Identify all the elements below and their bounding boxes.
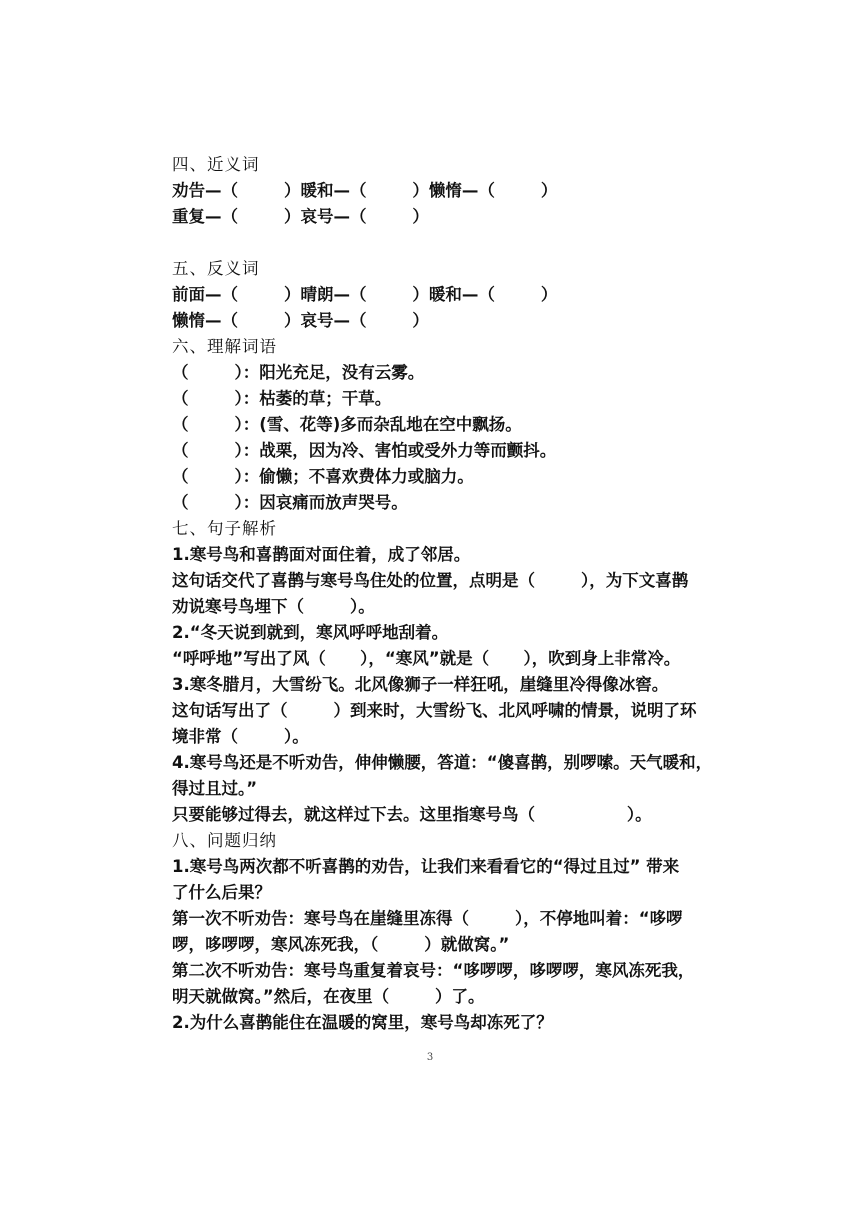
synonyms-row-1: 劝告—（ ）暖和—（ ）懒惰—（ ） [172, 181, 558, 200]
summary-line: 1.寒号鸟两次都不听喜鹊的劝告，让我们来看看它的“得过且过” 带来 [172, 857, 680, 876]
summary-line: 第二次不听劝告：寒号鸟重复着哀号：“哆啰啰，哆啰啰，寒风冻死我， [172, 961, 695, 980]
sentence-line: 2.“冬天说到就到，寒风呼呼地刮着。 [172, 623, 449, 642]
sentence-line: 这句话交代了喜鹊与寒号鸟住处的位置，点明是（ ），为下文喜鹊 [172, 571, 689, 590]
summary-line: 了什么后果？ [172, 883, 271, 902]
synonyms-heading: 四、近义词 [172, 155, 260, 174]
page-number: 3 [426, 1052, 434, 1063]
synonyms-row-2: 重复—（ ）哀号—（ ） [172, 207, 429, 226]
antonyms-heading: 五、反义词 [172, 259, 260, 278]
sentences-heading: 七、句子解析 [172, 519, 277, 538]
vocabulary-heading: 六、理解词语 [172, 337, 277, 356]
vocabulary-item: （ ）：因哀痛而放声哭号。 [172, 493, 408, 512]
antonyms-row-1: 前面—（ ）晴朗—（ ）暖和—（ ） [172, 285, 558, 304]
sentence-line: 只要能够过得去，就这样过下去。这里指寒号鸟（ ）。 [172, 805, 652, 824]
vocabulary-item: （ ）：(雪、花等)多而杂乱地在空中飘扬。 [172, 415, 522, 434]
sentence-line: “呼呼地”写出了风（ ），“寒风”就是（ ），吹到身上非常冷。 [172, 649, 681, 668]
sentence-line: 1.寒号鸟和喜鹊面对面住着，成了邻居。 [172, 545, 471, 564]
summary-line: 明天就做窝。”然后，在夜里（ ）了。 [172, 987, 485, 1006]
summary-heading: 八、问题归纳 [172, 831, 277, 850]
summary-line: 啰，哆啰啰，寒风冻死我，（ ）就做窝。” [172, 935, 510, 954]
sentence-line: 得过且过。” [172, 779, 258, 798]
sentence-line: 4.寒号鸟还是不听劝告，伸伸懒腰，答道：“傻喜鹊，别啰嗦。天气暖和， [172, 753, 713, 772]
summary-line: 2.为什么喜鹊能住在温暖的窝里，寒号鸟却冻死了？ [172, 1013, 553, 1032]
vocabulary-item: （ ）：阳光充足，没有云雾。 [172, 363, 425, 382]
antonyms-row-2: 懒惰—（ ）哀号—（ ） [172, 311, 429, 330]
vocabulary-item: （ ）：枯萎的草；干草。 [172, 389, 392, 408]
sentence-line: 劝说寒号鸟埋下（ ）。 [172, 597, 375, 616]
summary-line: 第一次不听劝告：寒号鸟在崖缝里冻得（ ），不停地叫着：“哆啰 [172, 909, 683, 928]
sentence-line: 3.寒冬腊月，大雪纷飞。北风像狮子一样狂吼，崖缝里冷得像冰窖。 [172, 675, 669, 694]
sentence-line: 这句话写出了（ ）到来时，大雪纷飞、北风呼啸的情景，说明了环 [172, 701, 697, 720]
vocabulary-item: （ ）：战栗，因为冷、害怕或受外力等而颤抖。 [172, 441, 557, 460]
vocabulary-item: （ ）：偷懒；不喜欢费体力或脑力。 [172, 467, 474, 486]
sentence-line: 境非常（ ）。 [172, 727, 309, 746]
